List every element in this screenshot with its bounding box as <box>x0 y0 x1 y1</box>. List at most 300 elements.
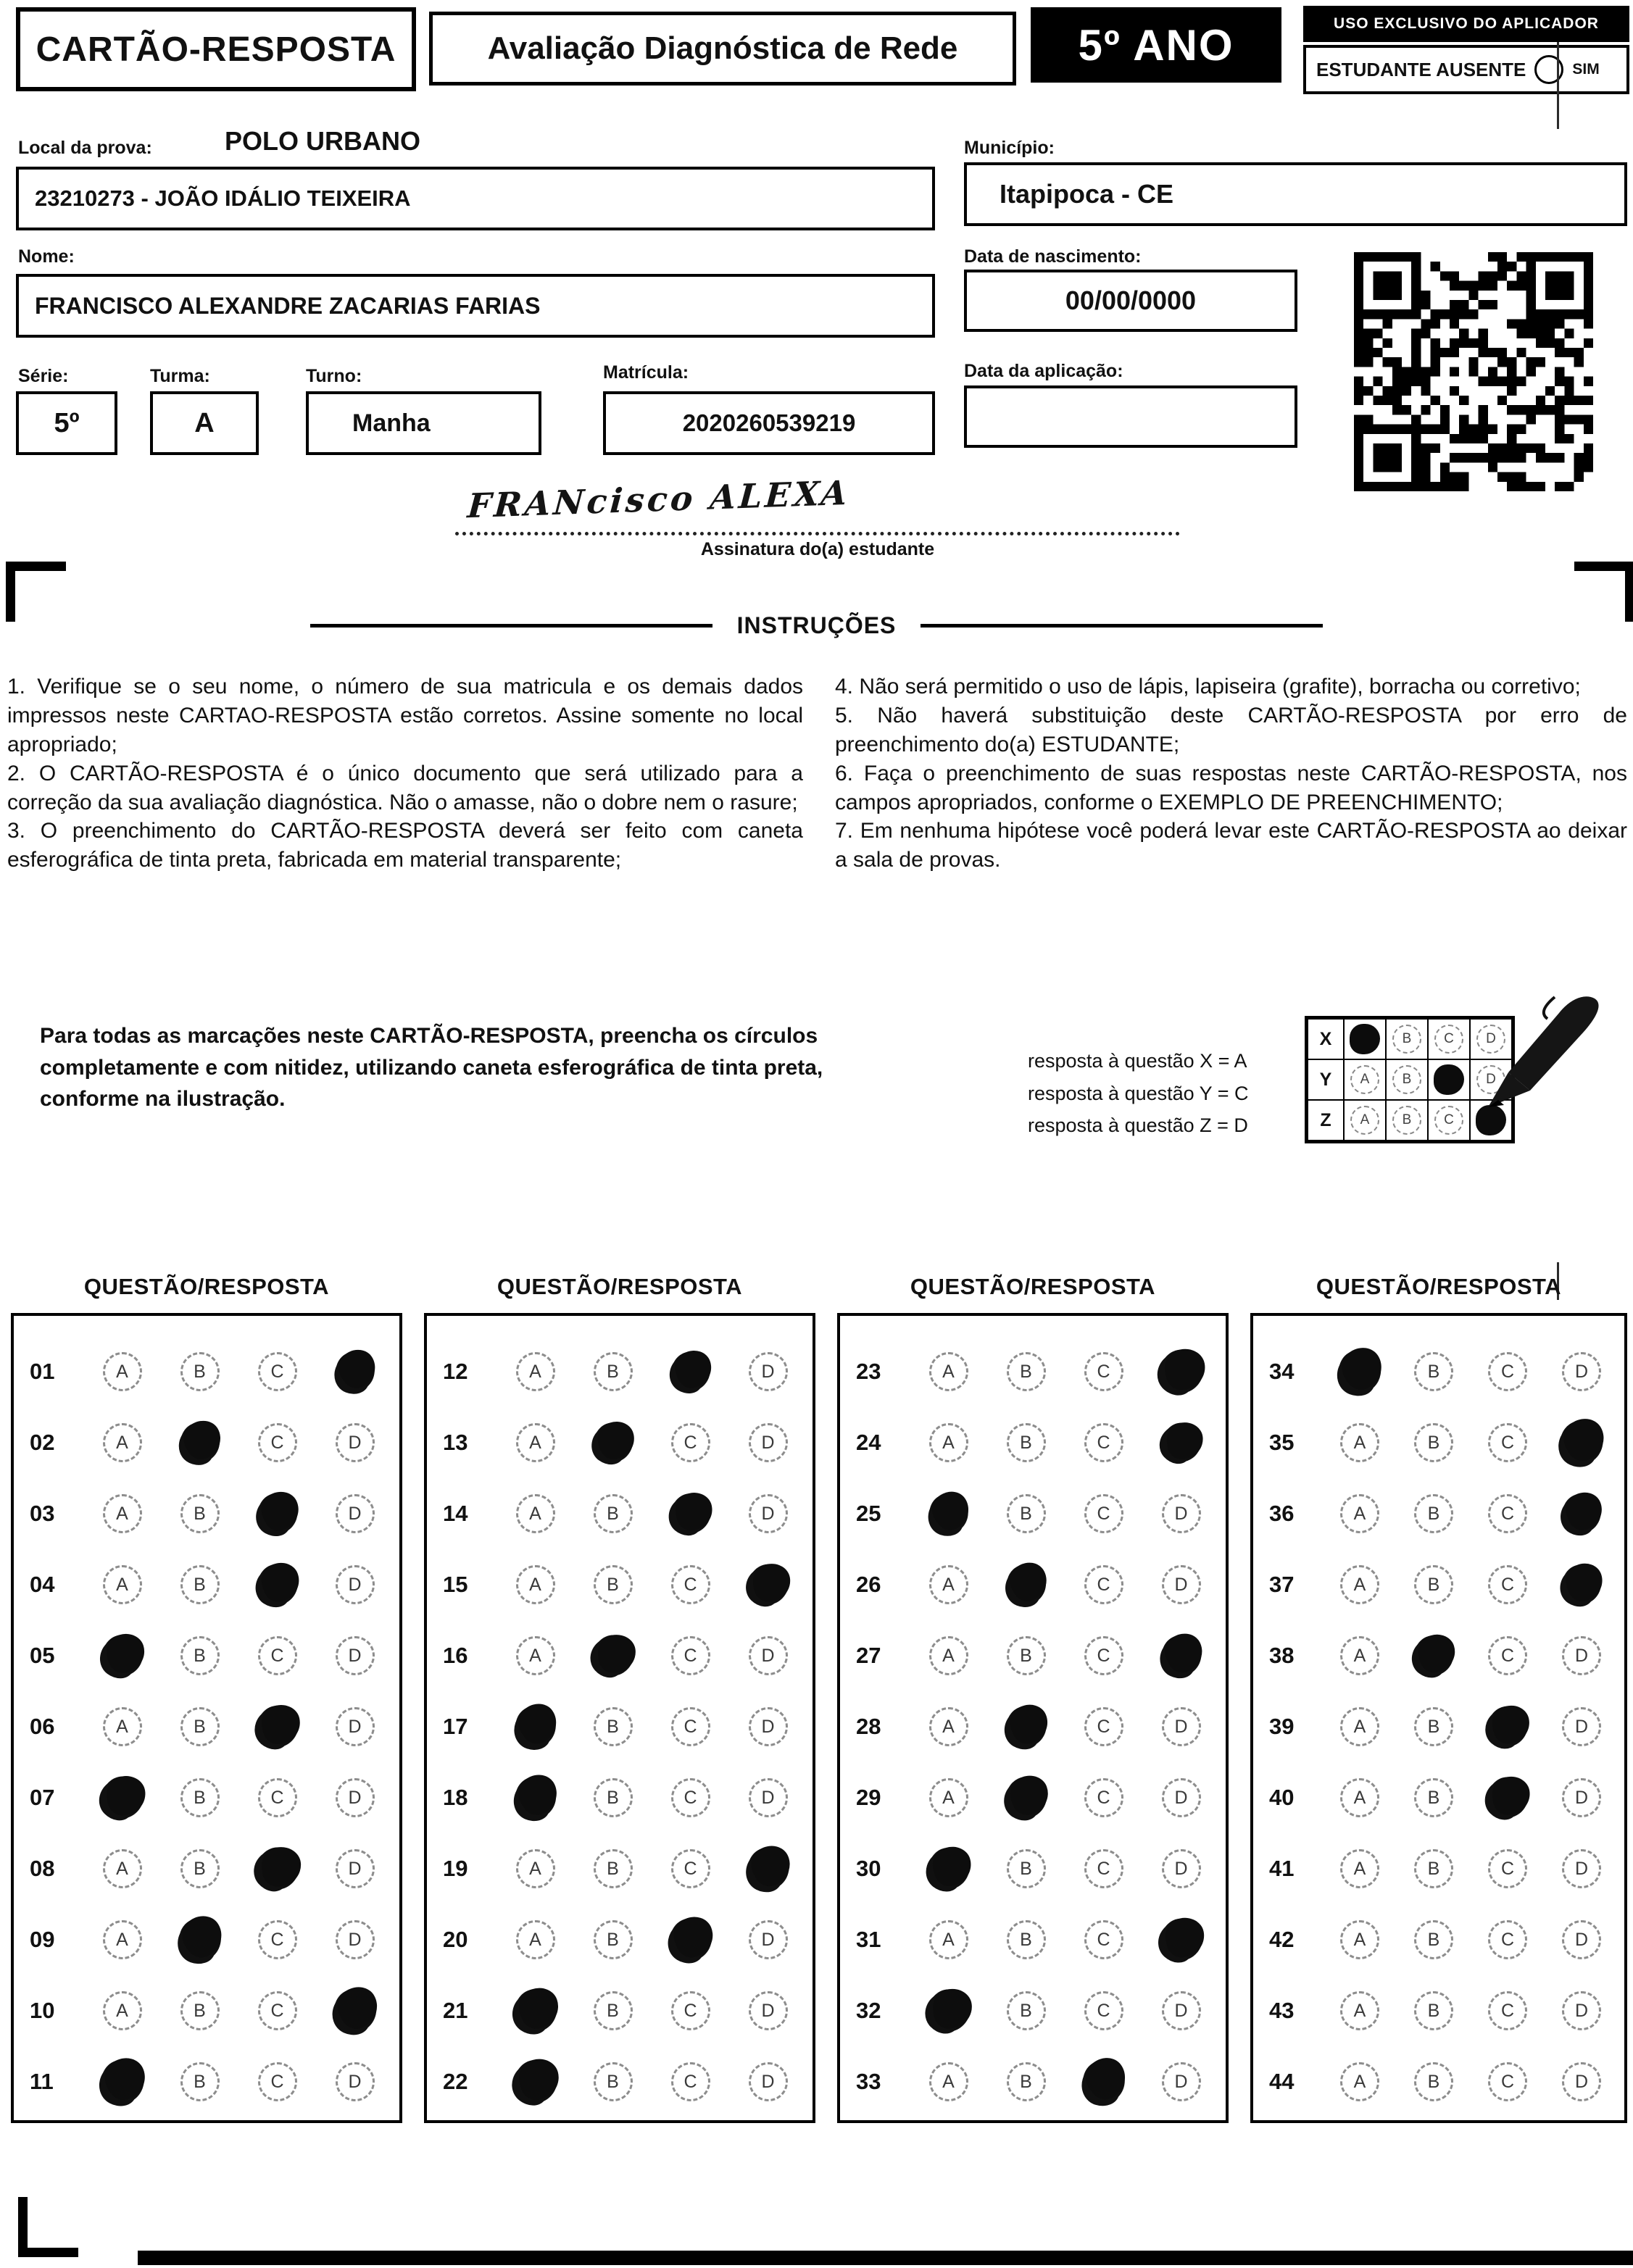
q15-option-D[interactable] <box>744 1561 791 1608</box>
q15-option-B[interactable]: B <box>594 1565 633 1604</box>
q23-option-C[interactable]: C <box>1084 1352 1123 1391</box>
q12-option-D[interactable]: D <box>749 1352 788 1391</box>
option-slot <box>83 1352 161 1391</box>
example-cell <box>1386 1019 1428 1059</box>
q06-option-B[interactable]: B <box>180 1707 220 1746</box>
q26-option-B[interactable] <box>1002 1562 1050 1609</box>
q34-option-C[interactable]: C <box>1488 1352 1527 1391</box>
q17-option-B[interactable]: B <box>594 1707 633 1746</box>
q36-option-D[interactable] <box>1561 1493 1603 1535</box>
question-row <box>1259 1407 1619 1478</box>
q37-option-D[interactable] <box>1562 1565 1602 1605</box>
q01-option-A[interactable]: A <box>103 1352 142 1391</box>
option-slot <box>987 1920 1065 1959</box>
q36-option-B[interactable]: B <box>1414 1494 1453 1533</box>
q23-option-B[interactable]: B <box>1007 1352 1046 1391</box>
q03-option-A[interactable]: A <box>103 1494 142 1533</box>
question-number: 07 <box>30 1785 55 1810</box>
q04-option-C[interactable] <box>257 1564 297 1605</box>
question-number: 14 <box>443 1501 468 1526</box>
q23-option-A[interactable]: A <box>929 1352 968 1391</box>
answer-column-4 <box>1250 1313 1627 2123</box>
option-slot <box>574 1494 652 1533</box>
column-header-2: QUESTÃO/RESPOSTA <box>496 1274 743 1299</box>
q35-option-A[interactable]: A <box>1340 1423 1379 1462</box>
question-row <box>846 1336 1220 1407</box>
q24-option-B[interactable]: B <box>1007 1423 1046 1462</box>
qr-code <box>1354 252 1593 491</box>
q20-option-B[interactable]: B <box>594 1920 633 1959</box>
q28-option-A[interactable]: A <box>929 1707 968 1746</box>
q11-option-C[interactable]: C <box>258 2062 297 2101</box>
example-option-bubble: B <box>1392 1065 1421 1094</box>
q31-option-D[interactable] <box>1157 1916 1205 1964</box>
q44-option-C[interactable]: C <box>1488 2062 1527 2101</box>
q09-option-A[interactable]: A <box>103 1920 142 1959</box>
q41-option-B[interactable]: B <box>1414 1849 1453 1888</box>
q05-option-A[interactable] <box>100 1634 144 1678</box>
q18-option-B[interactable]: B <box>594 1778 633 1817</box>
q32-option-D[interactable]: D <box>1162 1991 1201 2030</box>
option-slot <box>161 1920 238 1959</box>
q18-option-D[interactable]: D <box>749 1778 788 1817</box>
q16-option-C[interactable]: C <box>671 1636 710 1675</box>
question-number: 03 <box>30 1501 55 1526</box>
example-cell <box>1386 1100 1428 1141</box>
q25-option-C[interactable]: C <box>1084 1494 1123 1533</box>
option-slot <box>910 1707 987 1746</box>
q08-option-D[interactable]: D <box>336 1849 375 1888</box>
q37-option-A[interactable]: A <box>1340 1565 1379 1604</box>
q24-option-C[interactable]: C <box>1084 1423 1123 1462</box>
q07-option-B[interactable]: B <box>180 1778 220 1817</box>
option-slot <box>1471 2062 1545 2101</box>
q31-option-A[interactable]: A <box>929 1920 968 1959</box>
q07-option-C[interactable]: C <box>258 1778 297 1817</box>
question-row <box>433 1833 807 1904</box>
q20-option-C[interactable] <box>668 1918 712 1961</box>
option-slot <box>83 1920 161 1959</box>
option-slot <box>1397 1849 1471 1888</box>
q44-option-A[interactable]: A <box>1340 2062 1379 2101</box>
q41-option-D[interactable]: D <box>1562 1849 1601 1888</box>
q25-option-D[interactable]: D <box>1162 1494 1201 1533</box>
q04-option-D[interactable]: D <box>336 1565 375 1604</box>
question-row <box>433 1762 807 1833</box>
option-slot <box>910 1849 987 1888</box>
question-number: 25 <box>856 1501 881 1526</box>
question-number: 44 <box>1269 2069 1295 2094</box>
q44-option-B[interactable]: B <box>1414 2062 1453 2101</box>
q05-option-D[interactable]: D <box>336 1636 375 1675</box>
q08-option-A[interactable]: A <box>103 1849 142 1888</box>
q01-option-D[interactable] <box>331 1348 378 1396</box>
q31-option-B[interactable]: B <box>1007 1920 1046 1959</box>
q34-option-A[interactable] <box>1334 1346 1385 1397</box>
q21-option-A[interactable] <box>513 1989 557 2033</box>
q33-option-D[interactable]: D <box>1162 2062 1201 2101</box>
q25-option-A[interactable] <box>924 1490 973 1538</box>
q21-option-D[interactable]: D <box>749 1991 788 2030</box>
question-row <box>20 2046 394 2117</box>
q12-option-B[interactable]: B <box>594 1352 633 1391</box>
q33-option-B[interactable]: B <box>1007 2062 1046 2101</box>
option-slot <box>496 1636 574 1675</box>
question-number: 33 <box>856 2069 881 2094</box>
q31-option-C[interactable]: C <box>1084 1920 1123 1959</box>
answer-column-1 <box>11 1313 402 2123</box>
q35-option-D[interactable] <box>1557 1418 1606 1467</box>
option-slot <box>1142 1423 1220 1462</box>
q30-option-B[interactable]: B <box>1007 1849 1046 1888</box>
q42-option-B[interactable]: B <box>1414 1920 1453 1959</box>
q28-option-C[interactable]: C <box>1084 1707 1123 1746</box>
q20-option-D[interactable]: D <box>749 1920 788 1959</box>
q02-option-C[interactable]: C <box>258 1423 297 1462</box>
instruction-item: 1. Verifique se o seu nome, o número de sua matricula e os demais dados impressos neste CARTAO-RESPOSTA estão corretos. Assine somente no local apropriado; <box>7 675 803 756</box>
q41-option-C[interactable]: C <box>1488 1849 1527 1888</box>
q42-option-D[interactable]: D <box>1562 1920 1601 1959</box>
option-slot <box>238 1991 316 2030</box>
example-row-label: Y <box>1308 1059 1344 1100</box>
q14-option-D[interactable]: D <box>749 1494 788 1533</box>
option-slot <box>987 1849 1065 1888</box>
q19-option-C[interactable]: C <box>671 1849 710 1888</box>
q12-option-C[interactable] <box>670 1352 710 1392</box>
example-cell <box>1344 1019 1386 1059</box>
example-option-bubble: A <box>1350 1106 1379 1135</box>
option-slot <box>987 1565 1065 1604</box>
q40-option-B[interactable]: B <box>1414 1778 1453 1817</box>
q03-option-B[interactable]: B <box>180 1494 220 1533</box>
q20-option-A[interactable]: A <box>516 1920 555 1959</box>
q19-option-D[interactable] <box>745 1846 791 1892</box>
question-number: 34 <box>1269 1359 1295 1384</box>
q43-option-C[interactable]: C <box>1488 1991 1527 2030</box>
option-slot <box>161 1991 238 2030</box>
q04-option-A[interactable]: A <box>103 1565 142 1604</box>
q11-option-D[interactable]: D <box>336 2062 375 2101</box>
q15-option-C[interactable]: C <box>671 1565 710 1604</box>
option-slot <box>316 1565 394 1604</box>
option-slot <box>1142 1778 1220 1817</box>
option-slot <box>1323 1778 1397 1817</box>
question-number: 11 <box>30 2069 54 2094</box>
q39-option-D[interactable]: D <box>1562 1707 1601 1746</box>
q44-option-D[interactable]: D <box>1562 2062 1601 2101</box>
q09-option-D[interactable]: D <box>336 1920 375 1959</box>
q42-option-A[interactable]: A <box>1340 1920 1379 1959</box>
turno-value: Manha <box>352 409 431 437</box>
q41-option-A[interactable]: A <box>1340 1849 1379 1888</box>
option-slot <box>1142 1565 1220 1604</box>
q29-option-A[interactable]: A <box>929 1778 968 1817</box>
q28-option-B[interactable] <box>1005 1705 1047 1748</box>
example-option-bubble: D <box>1476 1025 1505 1054</box>
q10-option-D[interactable] <box>331 1986 380 2035</box>
option-slot <box>1397 1636 1471 1675</box>
q14-option-B[interactable]: B <box>594 1494 633 1533</box>
q16-option-B[interactable] <box>588 1631 638 1681</box>
q08-option-B[interactable]: B <box>180 1849 220 1888</box>
q43-option-B[interactable]: B <box>1414 1991 1453 2030</box>
option-slot <box>1471 1352 1545 1391</box>
q35-option-C[interactable]: C <box>1488 1423 1527 1462</box>
option-slot <box>1065 1565 1142 1604</box>
option-slot <box>574 1565 652 1604</box>
q33-option-A[interactable]: A <box>929 2062 968 2101</box>
q06-option-C[interactable] <box>254 1704 301 1751</box>
option-slot <box>316 1494 394 1533</box>
option-slot <box>729 1352 807 1391</box>
option-slot <box>238 1352 316 1391</box>
q27-option-A[interactable]: A <box>929 1636 968 1675</box>
q02-option-A[interactable]: A <box>103 1423 142 1462</box>
option-slot <box>1065 1352 1142 1391</box>
turno-label: Turno: <box>306 366 362 386</box>
q34-option-D[interactable]: D <box>1562 1352 1601 1391</box>
q13-option-C[interactable]: C <box>671 1423 710 1462</box>
local-value: POLO URBANO <box>225 126 420 156</box>
q16-option-A[interactable]: A <box>516 1636 555 1675</box>
option-slot <box>729 1494 807 1533</box>
question-number: 28 <box>856 1714 881 1739</box>
q06-option-D[interactable]: D <box>336 1707 375 1746</box>
q14-option-A[interactable]: A <box>516 1494 555 1533</box>
q06-option-A[interactable]: A <box>103 1707 142 1746</box>
q29-option-C[interactable]: C <box>1084 1778 1123 1817</box>
turma-value: A <box>194 407 215 438</box>
grade-text: 5º ANO <box>1078 20 1234 70</box>
question-row <box>846 1904 1220 1975</box>
q32-option-C[interactable]: C <box>1084 1991 1123 2030</box>
option-slot <box>652 1494 729 1533</box>
q26-option-C[interactable]: C <box>1084 1565 1123 1604</box>
q40-option-A[interactable]: A <box>1340 1778 1379 1817</box>
q19-option-A[interactable]: A <box>516 1849 555 1888</box>
q39-option-A[interactable]: A <box>1340 1707 1379 1746</box>
q02-option-D[interactable]: D <box>336 1423 375 1462</box>
option-slot <box>729 2062 807 2101</box>
q08-option-C[interactable] <box>251 1843 303 1895</box>
option-slot <box>574 1423 652 1462</box>
q10-option-A[interactable]: A <box>103 1991 142 2030</box>
q12-option-A[interactable]: A <box>516 1352 555 1391</box>
q13-option-B[interactable] <box>592 1422 633 1463</box>
q10-option-C[interactable]: C <box>258 1991 297 2030</box>
q22-option-D[interactable]: D <box>749 2062 788 2101</box>
question-row <box>20 1407 394 1478</box>
q25-option-B[interactable]: B <box>1007 1494 1046 1533</box>
q26-option-A[interactable]: A <box>929 1565 968 1604</box>
option-slot <box>1142 1707 1220 1746</box>
q32-option-B[interactable]: B <box>1007 1991 1046 2030</box>
question-row <box>433 1336 807 1407</box>
q40-option-D[interactable]: D <box>1562 1778 1601 1817</box>
option-slot <box>1142 1849 1220 1888</box>
q01-option-B[interactable]: B <box>180 1352 220 1391</box>
option-slot <box>652 1707 729 1746</box>
grade-badge <box>1031 7 1281 83</box>
q13-option-A[interactable]: A <box>516 1423 555 1462</box>
q17-option-A[interactable] <box>510 1702 560 1752</box>
signature-line <box>455 497 1180 535</box>
option-slot <box>83 1636 161 1675</box>
example-filled-bubble <box>1350 1024 1380 1054</box>
question-row <box>20 1478 394 1549</box>
q07-option-A[interactable] <box>97 1773 147 1823</box>
q24-option-A[interactable]: A <box>929 1423 968 1462</box>
question-number: 26 <box>856 1572 881 1597</box>
question-row <box>1259 1833 1619 1904</box>
q21-option-B[interactable]: B <box>594 1991 633 2030</box>
option-slot <box>652 1423 729 1462</box>
question-row <box>846 1833 1220 1904</box>
serie-field <box>16 391 117 455</box>
question-number: 06 <box>30 1714 55 1739</box>
q43-option-D[interactable]: D <box>1562 1991 1601 2030</box>
option-slot <box>729 1423 807 1462</box>
q16-option-D[interactable]: D <box>749 1636 788 1675</box>
fill-instructions-text: Para todas as marcações neste CARTÃO-RESPOSTA, preencha os círculos completamente e com nitidez, utilizando caneta esferográfica de tinta preta, conforme na ilustração. <box>40 1024 823 1111</box>
q09-option-C[interactable]: C <box>258 1920 297 1959</box>
q39-option-C[interactable] <box>1485 1704 1531 1750</box>
q32-option-A[interactable] <box>923 1985 974 2036</box>
q04-option-B[interactable]: B <box>180 1565 220 1604</box>
option-slot <box>910 1636 987 1675</box>
q35-option-B[interactable]: B <box>1414 1423 1453 1462</box>
q37-option-B[interactable]: B <box>1414 1565 1453 1604</box>
q27-option-B[interactable]: B <box>1007 1636 1046 1675</box>
q11-option-B[interactable]: B <box>180 2062 220 2101</box>
q37-option-C[interactable]: C <box>1488 1565 1527 1604</box>
student-absent-bubble[interactable] <box>1534 55 1563 84</box>
q15-option-A[interactable]: A <box>516 1565 555 1604</box>
examiner-strip-text: USO EXCLUSIVO DO APLICADOR <box>1334 15 1599 32</box>
q30-option-C[interactable]: C <box>1084 1849 1123 1888</box>
option-slot <box>1397 1920 1471 1959</box>
question-number: 29 <box>856 1785 881 1810</box>
question-row <box>20 1336 394 1407</box>
pen-illustration <box>1446 991 1602 1154</box>
option-slot <box>574 1636 652 1675</box>
option-slot <box>1545 1494 1619 1533</box>
question-row <box>1259 1478 1619 1549</box>
q36-option-C[interactable]: C <box>1488 1494 1527 1533</box>
option-slot <box>1471 1849 1545 1888</box>
q39-option-B[interactable]: B <box>1414 1707 1453 1746</box>
option-slot <box>1323 1707 1397 1746</box>
q33-option-C[interactable] <box>1077 2056 1130 2109</box>
q03-option-C[interactable] <box>256 1492 299 1535</box>
option-slot <box>574 1707 652 1746</box>
q22-option-B[interactable]: B <box>594 2062 633 2101</box>
option-slot <box>316 1849 394 1888</box>
serie-label: Série: <box>18 366 69 386</box>
q29-option-D[interactable]: D <box>1162 1778 1201 1817</box>
option-slot <box>1545 1920 1619 1959</box>
q29-option-B[interactable] <box>1005 1777 1047 1819</box>
option-slot <box>1065 1920 1142 1959</box>
q40-option-C[interactable] <box>1484 1774 1532 1822</box>
q10-option-B[interactable]: B <box>180 1991 220 2030</box>
q02-option-B[interactable] <box>177 1420 222 1465</box>
q38-option-D[interactable]: D <box>1562 1636 1601 1675</box>
q21-option-C[interactable]: C <box>671 1991 710 2030</box>
option-slot <box>496 1920 574 1959</box>
q05-option-C[interactable]: C <box>258 1636 297 1675</box>
q22-option-C[interactable]: C <box>671 2062 710 2101</box>
q01-option-C[interactable]: C <box>258 1352 297 1391</box>
q05-option-B[interactable]: B <box>180 1636 220 1675</box>
option-slot <box>83 1849 161 1888</box>
question-row <box>433 1478 807 1549</box>
q38-option-A[interactable]: A <box>1340 1636 1379 1675</box>
example-option-bubble: D <box>1476 1065 1505 1094</box>
q30-option-A[interactable] <box>926 1846 971 1891</box>
q34-option-B[interactable]: B <box>1414 1352 1453 1391</box>
q27-option-C[interactable]: C <box>1084 1636 1123 1675</box>
option-slot <box>652 1636 729 1675</box>
option-slot <box>1397 1494 1471 1533</box>
option-slot <box>238 2062 316 2101</box>
legend-line: resposta à questão Y = C <box>1028 1082 1249 1104</box>
q14-option-C[interactable] <box>668 1491 712 1535</box>
q19-option-B[interactable]: B <box>594 1849 633 1888</box>
option-slot <box>1545 1991 1619 2030</box>
nascimento-value: 00/00/0000 <box>1065 285 1197 315</box>
q03-option-D[interactable]: D <box>336 1494 375 1533</box>
q28-option-D[interactable]: D <box>1162 1707 1201 1746</box>
option-slot <box>987 1778 1065 1817</box>
answer-column-3 <box>837 1313 1229 2123</box>
q36-option-A[interactable]: A <box>1340 1494 1379 1533</box>
q22-option-A[interactable] <box>512 2058 559 2105</box>
q18-option-A[interactable] <box>511 1774 559 1822</box>
q17-option-D[interactable]: D <box>749 1707 788 1746</box>
instructions-right <box>835 672 1627 875</box>
q26-option-D[interactable]: D <box>1162 1565 1201 1604</box>
q30-option-D[interactable]: D <box>1162 1849 1201 1888</box>
q13-option-D[interactable]: D <box>749 1423 788 1462</box>
q38-option-B[interactable] <box>1413 1635 1455 1677</box>
q38-option-C[interactable]: C <box>1488 1636 1527 1675</box>
option-slot <box>1065 1991 1142 2030</box>
q23-option-D[interactable] <box>1156 1346 1206 1396</box>
q07-option-D[interactable]: D <box>336 1778 375 1817</box>
q27-option-D[interactable] <box>1159 1633 1204 1678</box>
option-slot <box>1545 1352 1619 1391</box>
q42-option-C[interactable]: C <box>1488 1920 1527 1959</box>
question-row <box>846 1691 1220 1762</box>
exam-title <box>429 12 1016 86</box>
q09-option-B[interactable] <box>174 1914 225 1966</box>
q17-option-C[interactable]: C <box>671 1707 710 1746</box>
nascimento-label: Data de nascimento: <box>964 246 1142 267</box>
option-slot <box>316 1352 394 1391</box>
question-number: 24 <box>856 1430 881 1455</box>
option-slot <box>987 1707 1065 1746</box>
question-row <box>20 1691 394 1762</box>
q18-option-C[interactable]: C <box>671 1778 710 1817</box>
q11-option-A[interactable] <box>99 2059 146 2106</box>
example-option-bubble: C <box>1434 1025 1463 1054</box>
q43-option-A[interactable]: A <box>1340 1991 1379 2030</box>
question-number: 22 <box>443 2069 468 2094</box>
option-slot <box>161 2062 238 2101</box>
q24-option-D[interactable] <box>1158 1419 1205 1466</box>
nome-field <box>16 274 935 338</box>
